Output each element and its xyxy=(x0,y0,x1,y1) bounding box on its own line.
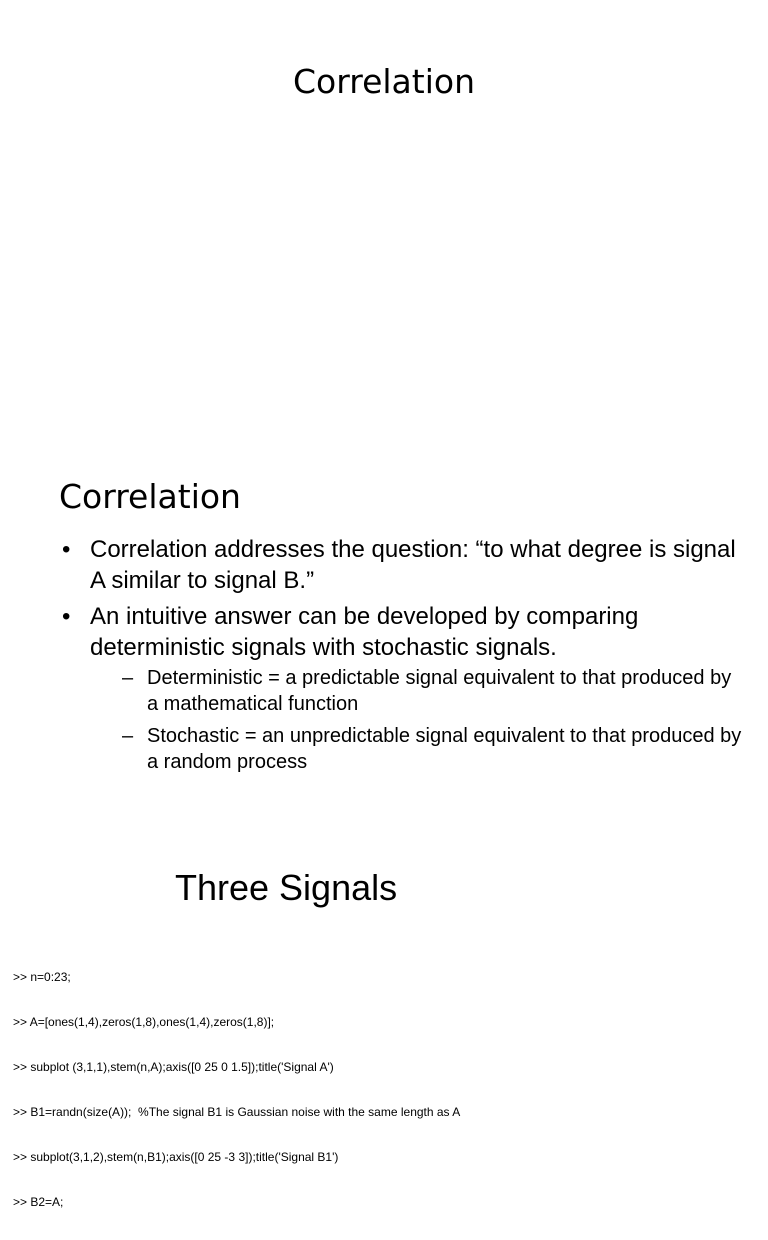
sub-bullet-item xyxy=(90,723,742,775)
sub-bullet-list xyxy=(90,665,742,775)
bullet-marker: • xyxy=(62,536,71,563)
slide1-title: Correlation xyxy=(293,62,475,101)
slide2-heading: Correlation xyxy=(59,477,241,516)
slide3-heading: Three Signals xyxy=(175,867,398,908)
code-line: >> B2=A; xyxy=(13,1195,64,1209)
sub-bullet-item xyxy=(90,665,742,717)
code-line: >> n=0:23; xyxy=(13,970,71,984)
bullet-text: Correlation addresses the question: “to what degree is signal A similar to signal B.” xyxy=(90,536,736,594)
bullet-marker: • xyxy=(62,603,71,630)
bullet-item xyxy=(62,534,742,596)
bullet-item xyxy=(62,601,742,775)
sub-bullet-text: Stochastic = an unpredictable signal equivalent to that produced by a random process xyxy=(147,725,742,773)
code-line: >> subplot(3,1,2),stem(n,B1);axis([0 25 -3 3]);title('Signal B1') xyxy=(13,1150,339,1164)
bullet-text: An intuitive answer can be developed by comparing deterministic signals with stochastic signals. xyxy=(90,603,639,661)
dash-marker: – xyxy=(122,725,134,747)
code-line: >> A=[ones(1,4),zeros(1,8),ones(1,4),zeros(1,8)]; xyxy=(13,1015,275,1029)
sub-bullet-text: Deterministic = a predictable signal equivalent to that produced by a mathematical function xyxy=(147,667,732,715)
code-line: >> B1=randn(size(A)); %The signal B1 is Gaussian noise with the same length as A xyxy=(13,1105,461,1119)
bullet-list xyxy=(62,534,742,781)
code-line: >> subplot (3,1,1),stem(n,A);axis([0 25 0 1.5]);title('Signal A') xyxy=(13,1060,334,1074)
dash-marker: – xyxy=(122,667,134,689)
matlab-code-block xyxy=(13,940,460,1240)
